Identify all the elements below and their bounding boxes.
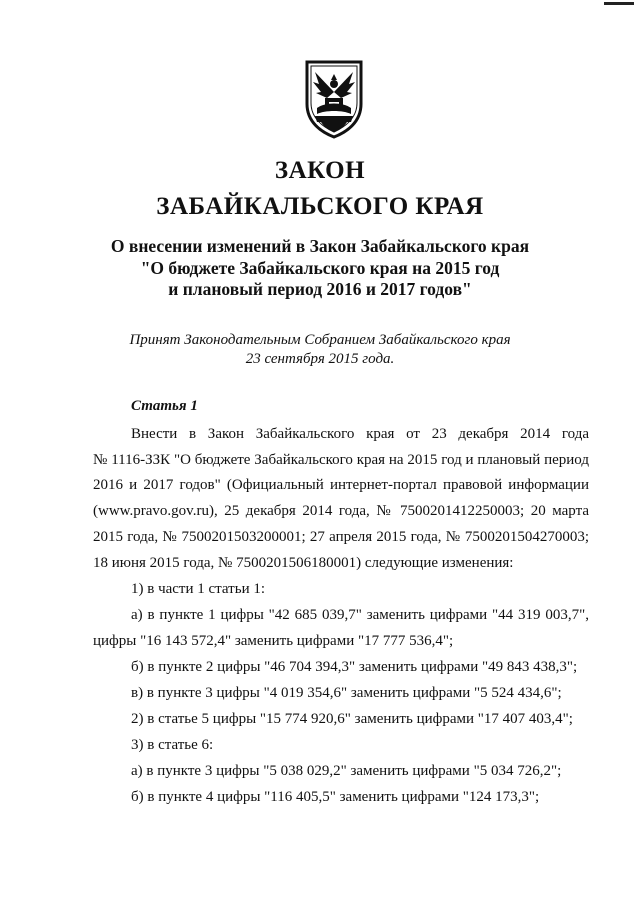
intro-line: 2015 года, № 7500201503200001; 27 апреля 2015 года, № 7500201504270003; xyxy=(93,528,589,545)
subtitle-line1: О внесении изменений в Закон Забайкальского края xyxy=(110,236,530,256)
subtitle-line2: "О бюджете Забайкальского края на 2015 год xyxy=(140,258,500,278)
subtitle-line3: и плановый период 2016 и 2017 годов" xyxy=(168,279,472,299)
amendment-item: а) в пункте 3 цифры "5 038 029,2" заменить цифрами "5 034 726,2"; xyxy=(131,763,562,779)
amendment-item: 1) в части 1 статьи 1: xyxy=(131,581,266,597)
adoption-note-line1: Принят Законодательным Собранием Забайкальского края xyxy=(129,332,511,348)
amendment-item-continuation: цифры "16 143 572,4" заменить цифрами "17 777 536,4"; xyxy=(93,633,454,649)
intro-line: № 1116-ЗЗК "О бюджете Забайкальского края на 2015 год и плановый период xyxy=(93,451,589,468)
intro-line: (www.pravo.gov.ru), 25 декабря 2014 года, № 7500201412250003; 20 марта xyxy=(93,503,589,520)
amendment-item: 2) в статье 5 цифры "15 774 920,6" заменить цифрами "17 407 403,4"; xyxy=(131,711,573,727)
amendment-item: б) в пункте 4 цифры "116 405,5" заменить цифрами "124 173,3"; xyxy=(131,789,540,805)
adoption-note-line2: 23 сентября 2015 года. xyxy=(245,351,395,367)
document-title-line1: ЗАКОН xyxy=(274,157,366,184)
intro-paragraph xyxy=(93,422,589,576)
amendment-item: 3) в статье 6: xyxy=(131,737,214,753)
intro-line: 2016 и 2017 годов" (Официальный интернет-портал правовой информации xyxy=(93,477,589,494)
amendment-item: б) в пункте 2 цифры "46 704 394,3" заменить цифрами "49 843 438,3"; xyxy=(131,659,578,675)
amendment-item: а) в пункте 1 цифры "42 685 039,7" заменить цифрами "44 319 003,7", xyxy=(131,607,589,623)
amendment-item: в) в пункте 3 цифры "4 019 354,6" заменить цифрами "5 524 434,6"; xyxy=(131,685,562,701)
article-heading: Статья 1 xyxy=(131,398,198,414)
coat-of-arms-emblem xyxy=(299,58,369,140)
intro-line: Внести в Закон Забайкальского края от 23 декабря 2014 года xyxy=(131,426,589,442)
document-title-line2: ЗАБАЙКАЛЬСКОГО КРАЯ xyxy=(156,193,484,220)
intro-line: 18 июня 2015 года, № 7500201506180001) следующие изменения: xyxy=(93,554,514,571)
scan-mark xyxy=(604,2,634,5)
